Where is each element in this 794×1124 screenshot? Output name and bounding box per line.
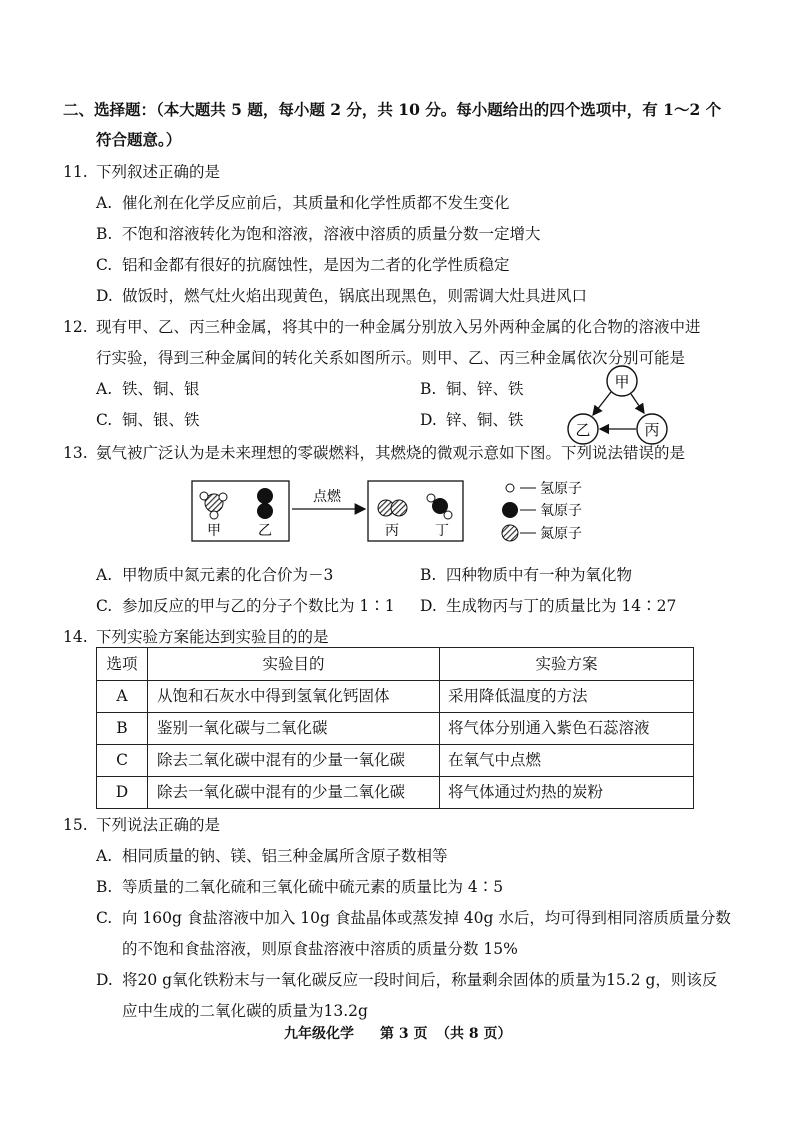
table-cell: 采用降低温度的方法 (448, 687, 588, 705)
option-letter: A. (96, 847, 113, 865)
legend-nitrogen-label: 氮原子 (540, 526, 582, 542)
metal-conversion-diagram (560, 362, 690, 446)
table-header: 实验目的 (262, 655, 325, 673)
label-jia: 甲 (207, 523, 221, 539)
label-bing: 丙 (385, 523, 399, 539)
table-cell: C (116, 751, 128, 769)
table-row (97, 680, 693, 713)
option-text: 生成物丙与丁的质量比为 14∶27 (446, 597, 677, 615)
node-yi-label: 乙 (575, 421, 591, 439)
question-stem: 下列实验方案能达到实验目的的是 (96, 628, 329, 646)
arrow-jia-bing (631, 394, 644, 413)
option-text: 等质量的二氧化硫和三氧化硫中硫元素的质量比为 4∶5 (122, 878, 504, 896)
question-stem: 下列叙述正确的是 (96, 163, 221, 181)
option-letter: C. (96, 411, 113, 429)
option-letter: D. (96, 971, 113, 989)
arrow-jia-yi (593, 392, 611, 415)
table-cell: D (115, 783, 129, 801)
nitrogen-atom (391, 500, 407, 516)
question-number: 11. (63, 163, 88, 181)
section-title-cont: 符合题意。） (96, 130, 182, 149)
table-cell: 鉴别一氧化碳与二氧化碳 (157, 719, 328, 737)
option-text: 四种物质中有一种为氧化物 (446, 566, 633, 584)
option-text: 做饭时，燃气灶火焰出现黄色，锅底出现黑色，则需调大灶具进风口 (122, 287, 588, 305)
hydrogen-atom (427, 494, 435, 502)
option-letter: A. (96, 380, 113, 398)
question-number: 13. (63, 444, 88, 462)
table-header-row (97, 648, 693, 681)
table-cell: 从饱和石灰水中得到氢氧化钙固体 (157, 687, 390, 705)
option-letter: B. (420, 566, 437, 584)
option-text: 催化剂在化学反应前后，其质量和化学性质都不发生变化 (122, 194, 510, 212)
question-stem: 下列说法正确的是 (96, 816, 221, 834)
legend-hydrogen-label: 氢原子 (540, 481, 582, 497)
oxygen-atom (257, 503, 273, 519)
option-text: 铜、锌、铁 (446, 380, 524, 398)
hydrogen-atom (200, 492, 208, 500)
option-letter: B. (96, 225, 113, 243)
footer-subject: 九年级化学 (284, 1026, 354, 1042)
question-stem-cont: 行实验，得到三种金属间的转化关系如图所示。则甲、乙、丙三种金属依次分别可能是 (96, 349, 686, 367)
option-text: 锌、铜、铁 (446, 411, 524, 429)
table-row (97, 744, 693, 777)
option-text: 甲物质中氮元素的化合价为－3 (122, 566, 334, 584)
table-cell: 将气体分别通入紫色石蕊溶液 (448, 719, 650, 737)
question-number: 14. (63, 628, 88, 646)
question-number: 12. (63, 318, 88, 336)
oxygen-atom (257, 488, 273, 504)
option-text-cont: 的不饱和食盐溶液，则原食盐溶液中溶质的质量分数 15% (122, 940, 518, 958)
node-jia-label: 甲 (614, 373, 630, 391)
option-text: 向 160g 食盐溶液中加入 10g 食盐晶体或蒸发掉 40g 水后，均可得到相同溶质质量分数 (122, 909, 731, 927)
question-stem: 氨气被广泛认为是未来理想的零碳燃料，其燃烧的微观示意如下图。下列说法错误的是 (96, 444, 686, 462)
table-row (97, 712, 693, 745)
option-letter: A. (96, 566, 113, 584)
question-stem: 现有甲、乙、丙三种金属，将其中的一种金属分别放入另外两种金属的化合物的溶液中进 (96, 318, 701, 336)
table-row (97, 776, 693, 808)
label-yi: 乙 (258, 523, 272, 539)
footer-page: 第 3 页 (380, 1026, 428, 1042)
option-text: 将20 g氧化铁粉末与一氧化碳反应一段时间后，称量剩余固体的质量为15.2 g，则该反 (122, 971, 718, 989)
option-text: 不饱和溶液转化为饱和溶液，溶液中溶质的质量分数一定增大 (122, 225, 541, 243)
hydrogen-atom (210, 511, 218, 519)
option-letter: B. (96, 878, 113, 896)
option-text-cont: 应中生成的二氧化碳的质量为13.2g (122, 1002, 368, 1020)
option-text: 铝和金都有很好的抗腐蚀性，是因为二者的化学性质稳定 (122, 256, 510, 274)
option-text: 相同质量的钠、镁、铝三种金属所含原子数相等 (122, 847, 448, 865)
table-cell: A (116, 687, 128, 705)
legend-hydrogen-symbol (506, 484, 514, 492)
node-bing-label: 丙 (644, 421, 660, 439)
option-letter: C. (96, 597, 113, 615)
option-letter: C. (96, 909, 113, 927)
table-cell: B (116, 719, 128, 737)
footer-total: （共 8 页） (436, 1026, 512, 1042)
legend-oxygen-label: 氧原子 (540, 503, 582, 519)
experiment-table (96, 647, 694, 809)
legend-oxygen-symbol (502, 502, 518, 518)
option-text: 铁、铜、银 (122, 380, 200, 398)
option-text: 参加反应的甲与乙的分子个数比为 1∶1 (122, 597, 395, 615)
option-letter: A. (96, 194, 113, 212)
legend-nitrogen-symbol (502, 525, 518, 541)
option-letter: D. (96, 287, 113, 305)
section-title: 二、选择题：（本大题共 5 题，每小题 2 分，共 10 分。每小题给出的四个选项中，有 1～2 个 (63, 100, 722, 119)
option-text: 铜、银、铁 (122, 411, 200, 429)
hydrogen-atom (444, 511, 452, 519)
option-letter: B. (420, 380, 437, 398)
hydrogen-atom (219, 493, 227, 501)
combustion-diagram (190, 476, 620, 548)
table-cell: 除去二氧化碳中混有的少量一氧化碳 (157, 751, 406, 769)
table-cell: 除去一氧化碳中混有的少量二氧化碳 (157, 783, 406, 801)
arrow-label: 点燃 (313, 489, 341, 505)
option-letter: D. (420, 597, 437, 615)
table-header: 选项 (106, 655, 138, 673)
table-cell: 在氧气中点燃 (448, 751, 542, 769)
option-letter: C. (96, 256, 113, 274)
table-cell: 将气体通过灼热的炭粉 (448, 783, 604, 801)
option-letter: D. (420, 411, 437, 429)
table-header: 实验方案 (535, 655, 598, 673)
label-ding: 丁 (435, 523, 449, 539)
question-number: 15. (63, 816, 88, 834)
